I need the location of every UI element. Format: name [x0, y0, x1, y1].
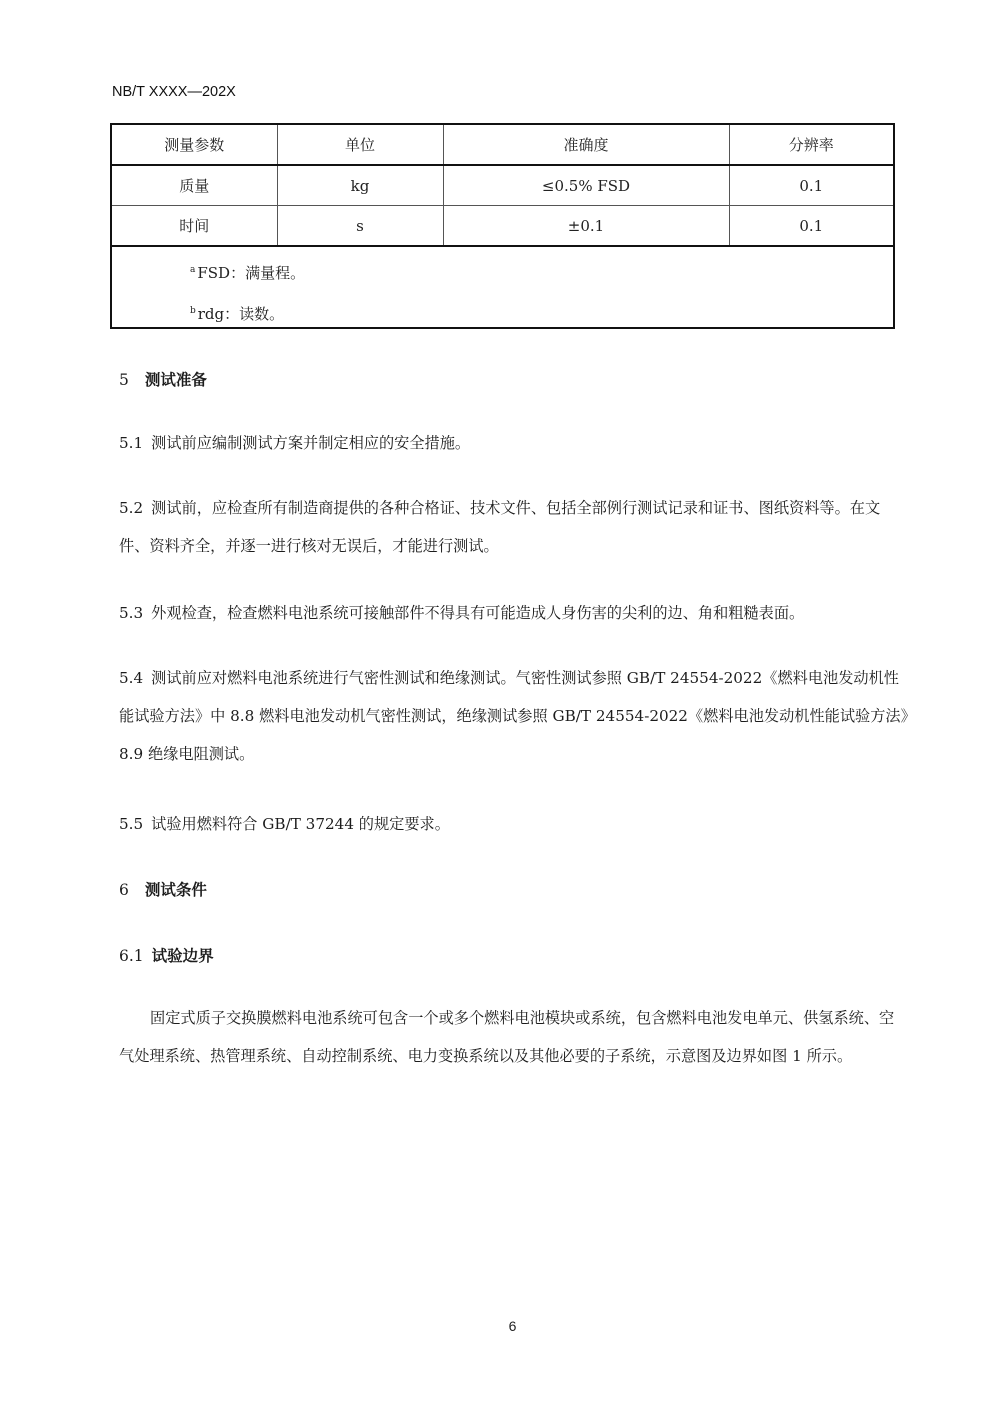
table-row [111, 206, 894, 247]
clause-5-2 [119, 489, 909, 565]
clause-5-3 [119, 594, 909, 632]
page-number: 6 [508, 1318, 517, 1334]
subsection-number: 6.1 [119, 947, 144, 965]
table-note [190, 302, 893, 323]
clause-number: 5.5 [119, 815, 144, 833]
section-heading-5 [119, 368, 207, 390]
table-cell: ±0.1 [443, 206, 729, 247]
clause-text: 测试前应编制测试方案并制定相应的安全措施。 [151, 434, 471, 452]
section-title: 测试准备 [144, 371, 207, 389]
table-cell: 质量 [111, 165, 277, 206]
table-cell: 时间 [111, 206, 277, 247]
section-title: 测试条件 [144, 881, 207, 899]
column-header: 单位 [277, 124, 443, 165]
table-note [190, 261, 893, 282]
table-notes [111, 246, 894, 328]
table-cell: ≤0.5% FSD [443, 165, 729, 206]
table-row [111, 165, 894, 206]
subsection-heading-6-1 [119, 944, 214, 966]
table-cell: s [277, 206, 443, 247]
note-text: FSD：满量程。 [197, 264, 306, 282]
clause-number: 5.2 [119, 499, 144, 517]
note-text: rdg：读数。 [197, 305, 285, 323]
clause-5-5 [119, 805, 909, 843]
clause-5-1 [119, 424, 909, 462]
clause-text: 外观检查，检查燃料电池系统可接触部件不得具有可能造成人身伤害的尖利的边、角和粗糙表面。 [151, 604, 805, 622]
clause-number: 5.3 [119, 604, 144, 622]
section-number: 5 [119, 371, 129, 389]
measurement-table [110, 123, 895, 329]
clause-text: 试验用燃料符合 GB/T 37244 的规定要求。 [151, 815, 450, 833]
table-header-row [111, 124, 894, 165]
clause-text: 测试前应对燃料电池系统进行气密性测试和绝缘测试。气密性测试参照 GB/T 24554-2022《燃料电池发动机性能试验方法》中 8.8 燃料电池发动机气密性测试，绝缘测试参照 GB/T 24554-2022《燃料电池发动机性能试验方法》8.9 绝缘电阻测试。 [119, 669, 909, 763]
table-cell: 0.1 [729, 165, 894, 206]
column-header: 测量参数 [111, 124, 277, 165]
document-code-header: NB/T XXXX—202X [112, 84, 236, 100]
table-notes-row [111, 246, 894, 328]
subsection-title: 试验边界 [151, 947, 214, 965]
section-heading-6 [119, 878, 207, 900]
table-cell: kg [277, 165, 443, 206]
table-cell: 0.1 [729, 206, 894, 247]
note-mark: a [190, 265, 196, 275]
note-mark: b [190, 306, 196, 316]
clause-5-4 [119, 659, 909, 773]
column-header: 准确度 [443, 124, 729, 165]
clause-number: 5.4 [119, 669, 144, 687]
clause-6-1-text: 固定式质子交换膜燃料电池系统可包含一个或多个燃料电池模块或系统，包含燃料电池发电单元、供氢系统、空气处理系统、热管理系统、自动控制系统、电力变换系统以及其他必要的子系统，示意图及边界如图 1 所示。 [119, 1009, 895, 1065]
column-header: 分辨率 [729, 124, 894, 165]
section-number: 6 [119, 881, 129, 899]
clause-number: 5.1 [119, 434, 144, 452]
clause-text: 测试前，应检查所有制造商提供的各种合格证、技术文件、包括全部例行测试记录和证书、图纸资料等。在文件、资料齐全，并逐一进行核对无误后，才能进行测试。 [119, 499, 881, 555]
